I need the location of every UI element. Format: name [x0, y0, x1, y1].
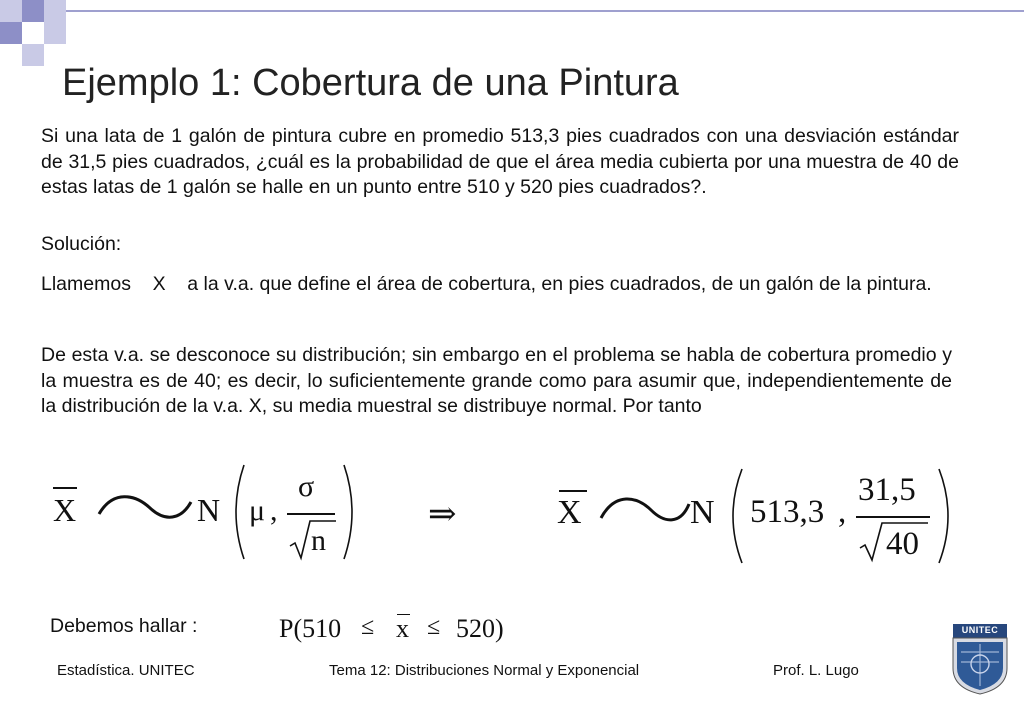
decor-square [22, 22, 44, 44]
sample-mean-symbol: X [53, 492, 77, 528]
decor-square [44, 0, 66, 22]
decor-line [66, 10, 1024, 12]
tilde-symbol [597, 490, 693, 532]
prob-close: 520) [456, 614, 504, 643]
footer-topic: Tema 12: Distribuciones Normal y Exponencial [329, 662, 640, 679]
leq-symbol: ≤ [361, 614, 375, 640]
left-paren [722, 466, 746, 566]
overline [559, 490, 587, 492]
n-symbol: n [311, 524, 326, 557]
decor-square [22, 44, 44, 66]
sample-size-value: 40 [886, 526, 919, 562]
decor-square [0, 22, 22, 44]
decor-square [0, 0, 22, 22]
fraction-bar [856, 516, 930, 518]
normal-symbol: N [690, 494, 715, 531]
find-label: Debemos hallar : [50, 615, 198, 637]
right-paren [935, 466, 959, 566]
overline [53, 487, 77, 489]
normal-symbol: N [197, 492, 221, 528]
problem-statement: Si una lata de 1 galón de pintura cubre en promedio 513,3 pies cuadrados con una desviación estándar de 31,5 pies cuadrados, ¿cuál es la probabilidad de que el área media cubierta por una muestra de 40 de estas latas de 1 galón se halle en un punto entre 510 y 520 pies cuadrados?. [41, 125, 959, 198]
unitec-logo [951, 622, 1009, 696]
prob-open: P(510 [279, 614, 342, 643]
right-paren [340, 462, 362, 562]
sd-value: 31,5 [858, 472, 916, 508]
decor-square [22, 0, 44, 22]
footer-course: Estadística. UNITEC [57, 662, 195, 679]
sample-mean-x: x [396, 614, 409, 643]
mu-symbol: μ [249, 494, 266, 527]
sample-mean-symbol: X [557, 494, 582, 531]
slide-title: Ejemplo 1: Cobertura de una Pintura [62, 62, 679, 104]
tilde-symbol [95, 488, 195, 528]
implies-arrow: ⇒ [428, 496, 457, 533]
comma: , [270, 494, 278, 527]
mean-value: 513,3 [750, 494, 825, 530]
left-paren [226, 462, 248, 562]
sigma-symbol: σ [298, 470, 315, 503]
footer-author: Prof. L. Lugo [773, 662, 859, 679]
definition-paragraph: Llamemos X a la v.a. que define el área de cobertura, en pies cuadrados, de un galón de la pintura. [41, 273, 932, 295]
explanation-paragraph: De esta v.a. se desconoce su distribución; sin embargo en el problema se habla de cobertura promedio y la muestra es de 40; es decir, lo suficientemente grande como para asumir que, independientemente de la distribución de la v.a. X, su media muestral se distribuye normal. Por tanto [41, 344, 952, 417]
leq-symbol: ≤ [427, 614, 441, 640]
solution-label: Solución: [41, 233, 122, 255]
comma: , [838, 494, 847, 530]
decor-square [44, 22, 66, 44]
fraction-bar [287, 513, 335, 515]
logo-text: UNITEC [961, 625, 999, 635]
